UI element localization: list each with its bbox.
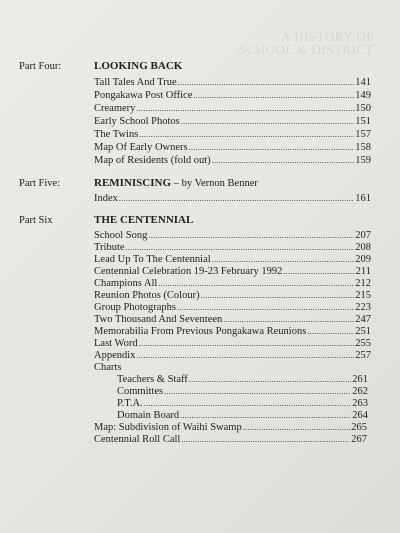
toc-entry: Map: Subdivision of Waihi Swamp ..... 265 [94,422,367,434]
part-five-heading-text: REMINISCING [94,177,172,189]
show-through-line: SCHOOL & DISTRICT [238,42,374,57]
toc-entry: Lead Up To The Centennial ..... 209 [94,254,371,266]
toc-entry: Creamery ..... 150 [94,103,371,115]
toc-entry: Pongakawa Post Office ..... 149 [94,90,371,102]
toc-entry: The Twins ..... 157 [94,129,371,141]
part-five-byline: – by Vernon Benner [173,178,258,189]
toc-chart-entry: Teachers & Staff ..... 261 [117,374,368,386]
show-through-text [239,30,374,56]
toc-chart-entry: Domain Board ..... 264 [117,410,368,422]
toc-entry: Tribute ..... 208 [94,242,371,254]
show-through-line: A HISTORY OF [281,29,374,44]
part-four-label: Part Four: [19,61,62,72]
part-six-label: Part Six [19,215,53,226]
toc-entry: Last Word ..... 255 [94,338,371,350]
toc-entry: Appendix ..... 257 [94,350,371,362]
part-five-label: Part Five: [19,178,61,189]
toc-entry: Memorabilia From Previous Pongakawa Reunions ..... 251 [94,326,371,338]
toc-entry: Centennial Roll Call ..... 267 [94,434,367,446]
part-four-heading: LOOKING BACK [94,60,183,72]
toc-chart-entry: Committes ..... 262 [117,386,368,398]
toc-entry: Group Photographs ..... 223 [94,302,371,314]
toc-entry: Map of Residents (fold out) ..... 159 [94,155,371,167]
toc-entry: School Song ..... 207 [94,230,371,242]
toc-entry: Two Thousand And Seventeen ..... 247 [94,314,371,326]
toc-entry: Early School Photos ..... 151 [94,116,371,128]
part-six-heading: THE CENTENNIAL [94,214,194,226]
toc-entry: Centennial Celebration 19-23 February 1992 ..... 211 [94,266,371,278]
part-five-heading [94,177,258,190]
toc-entry: Index ..... 161 [94,193,371,205]
charts-label: Charts [94,362,122,373]
toc-entry: Champions All ..... 212 [94,278,371,290]
toc-entry: Reunion Photos (Colour) ..... 215 [94,290,371,302]
toc-entry: Tall Tales And True ..... 141 [94,77,371,89]
toc-entry: Map Of Early Owners ..... 158 [94,142,371,154]
toc-chart-entry: P.T.A. ..... 263 [117,398,368,410]
